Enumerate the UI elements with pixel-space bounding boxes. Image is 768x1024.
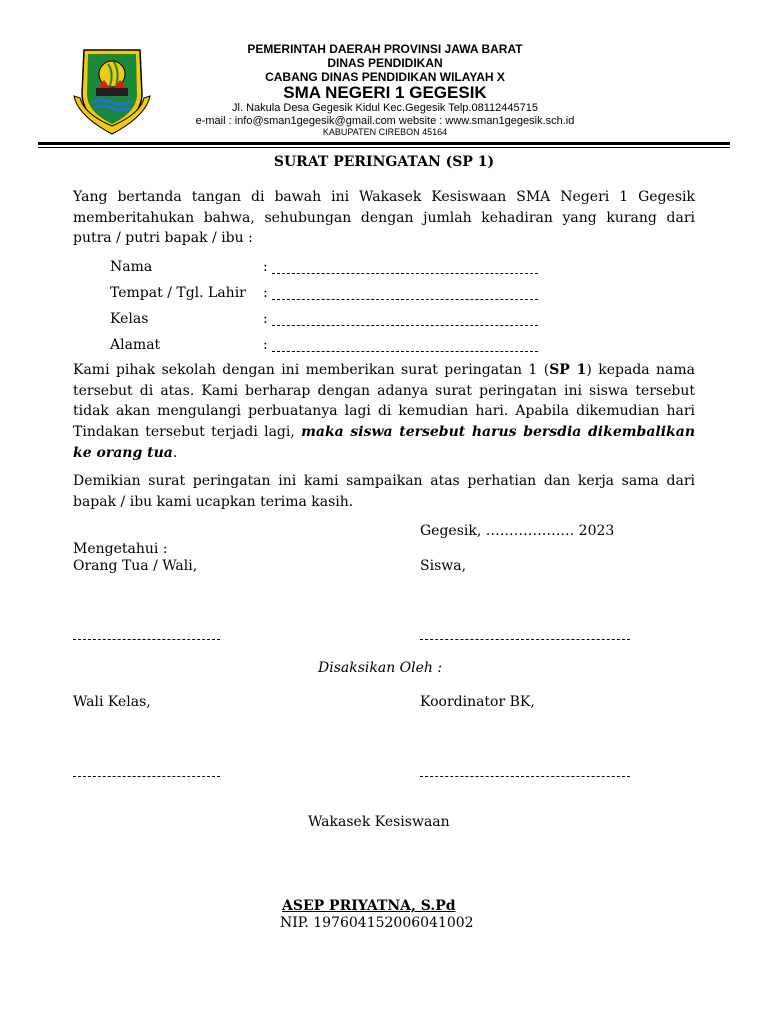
field-blank-line (272, 351, 538, 352)
letterhead-address: Jl. Nakula Desa Gegesik Kidul Kec.Gegesik Telp.08112445715 (232, 102, 538, 114)
field-colon: : (263, 259, 268, 275)
sp-label: SP 1 (549, 362, 587, 378)
field-label-name: Nama (110, 259, 153, 275)
closing-paragraph: Demikian surat peringatan ini kami sampaikan atas perhatian dan kerja sama dari bapak / ibu kami ucapkan terima kasih. (73, 473, 695, 510)
counselor-label: Koordinator BK, (420, 694, 535, 710)
field-label-birth: Tempat / Tgl. Lahir (110, 285, 246, 301)
place-date: Gegesik, ………………. 2023 (420, 523, 615, 539)
intro-paragraph: Yang bertanda tangan di bawah ini Wakasek Kesiswaan SMA Negeri 1 Gegesik memberitahukan bahwa, sehubungan dengan jumlah kehadiran yang kurang dari putra / putri bapak / ibu : (73, 189, 695, 247)
letterhead-department: DINAS PENDIDIKAN (327, 56, 443, 70)
letterhead-divider-thick (38, 142, 730, 145)
letterhead-region: KABUPATEN CIREBON 45164 (322, 127, 448, 137)
field-colon: : (263, 311, 268, 327)
field-label-class: Kelas (110, 311, 149, 327)
field-blank-line (272, 299, 538, 300)
student-label: Siswa, (420, 558, 467, 574)
signer-nip: NIP. 197604152006041002 (280, 915, 474, 931)
letterhead-government: PEMERINTAH DAERAH PROVINSI JAWA BARAT (247, 42, 523, 56)
parent-label: Orang Tua / Wali, (73, 558, 198, 574)
vice-principal-title: Wakasek Kesiswaan (308, 814, 450, 830)
field-colon: : (263, 337, 268, 353)
body-paragraph: Kami pihak sekolah dengan ini memberikan surat peringatan 1 (SP 1) kepada nama tersebut di atas. Kami berharap dengan adanya surat peringatan ini siswa tersebut tidak akan mengulangi perbuatanya lagi di kemudian hari. Apabila dikemudian hari Tindakan tersebut terjadi lagi, maka siswa tersebut harus bersdia dikembalikan ke orang tua. (73, 362, 695, 461)
letterhead-branch: CABANG DINAS PENDIDIKAN WILAYAH X (265, 70, 505, 84)
homeroom-label: Wali Kelas, (73, 694, 151, 710)
field-colon: : (263, 285, 268, 301)
document-title: SURAT PERINGATAN (SP 1) (273, 154, 495, 170)
acknowledged-label: Mengetahui : (73, 541, 168, 557)
homeroom-signature-line (73, 776, 220, 777)
letterhead-school-name: SMA NEGERI 1 GEGESIK (283, 83, 487, 102)
letterhead-contact: e-mail : info@sman1gegesik@gmail.com website : www.sman1gegesik.sch.id (195, 115, 575, 127)
witnessed-label: Disaksikan Oleh : (318, 660, 443, 676)
student-signature-line (420, 639, 630, 640)
counselor-signature-line (420, 776, 630, 777)
signer-name: ASEP PRIYATNA, S.Pd (282, 898, 456, 914)
field-blank-line (272, 325, 538, 326)
field-blank-line (272, 273, 538, 274)
letterhead-divider-thin (38, 147, 730, 148)
field-label-address: Alamat (110, 337, 161, 353)
parent-signature-line (73, 639, 220, 640)
warning-emphasis: maka siswa tersebut harus bersdia dikembalikan ke orang tua (73, 424, 695, 461)
